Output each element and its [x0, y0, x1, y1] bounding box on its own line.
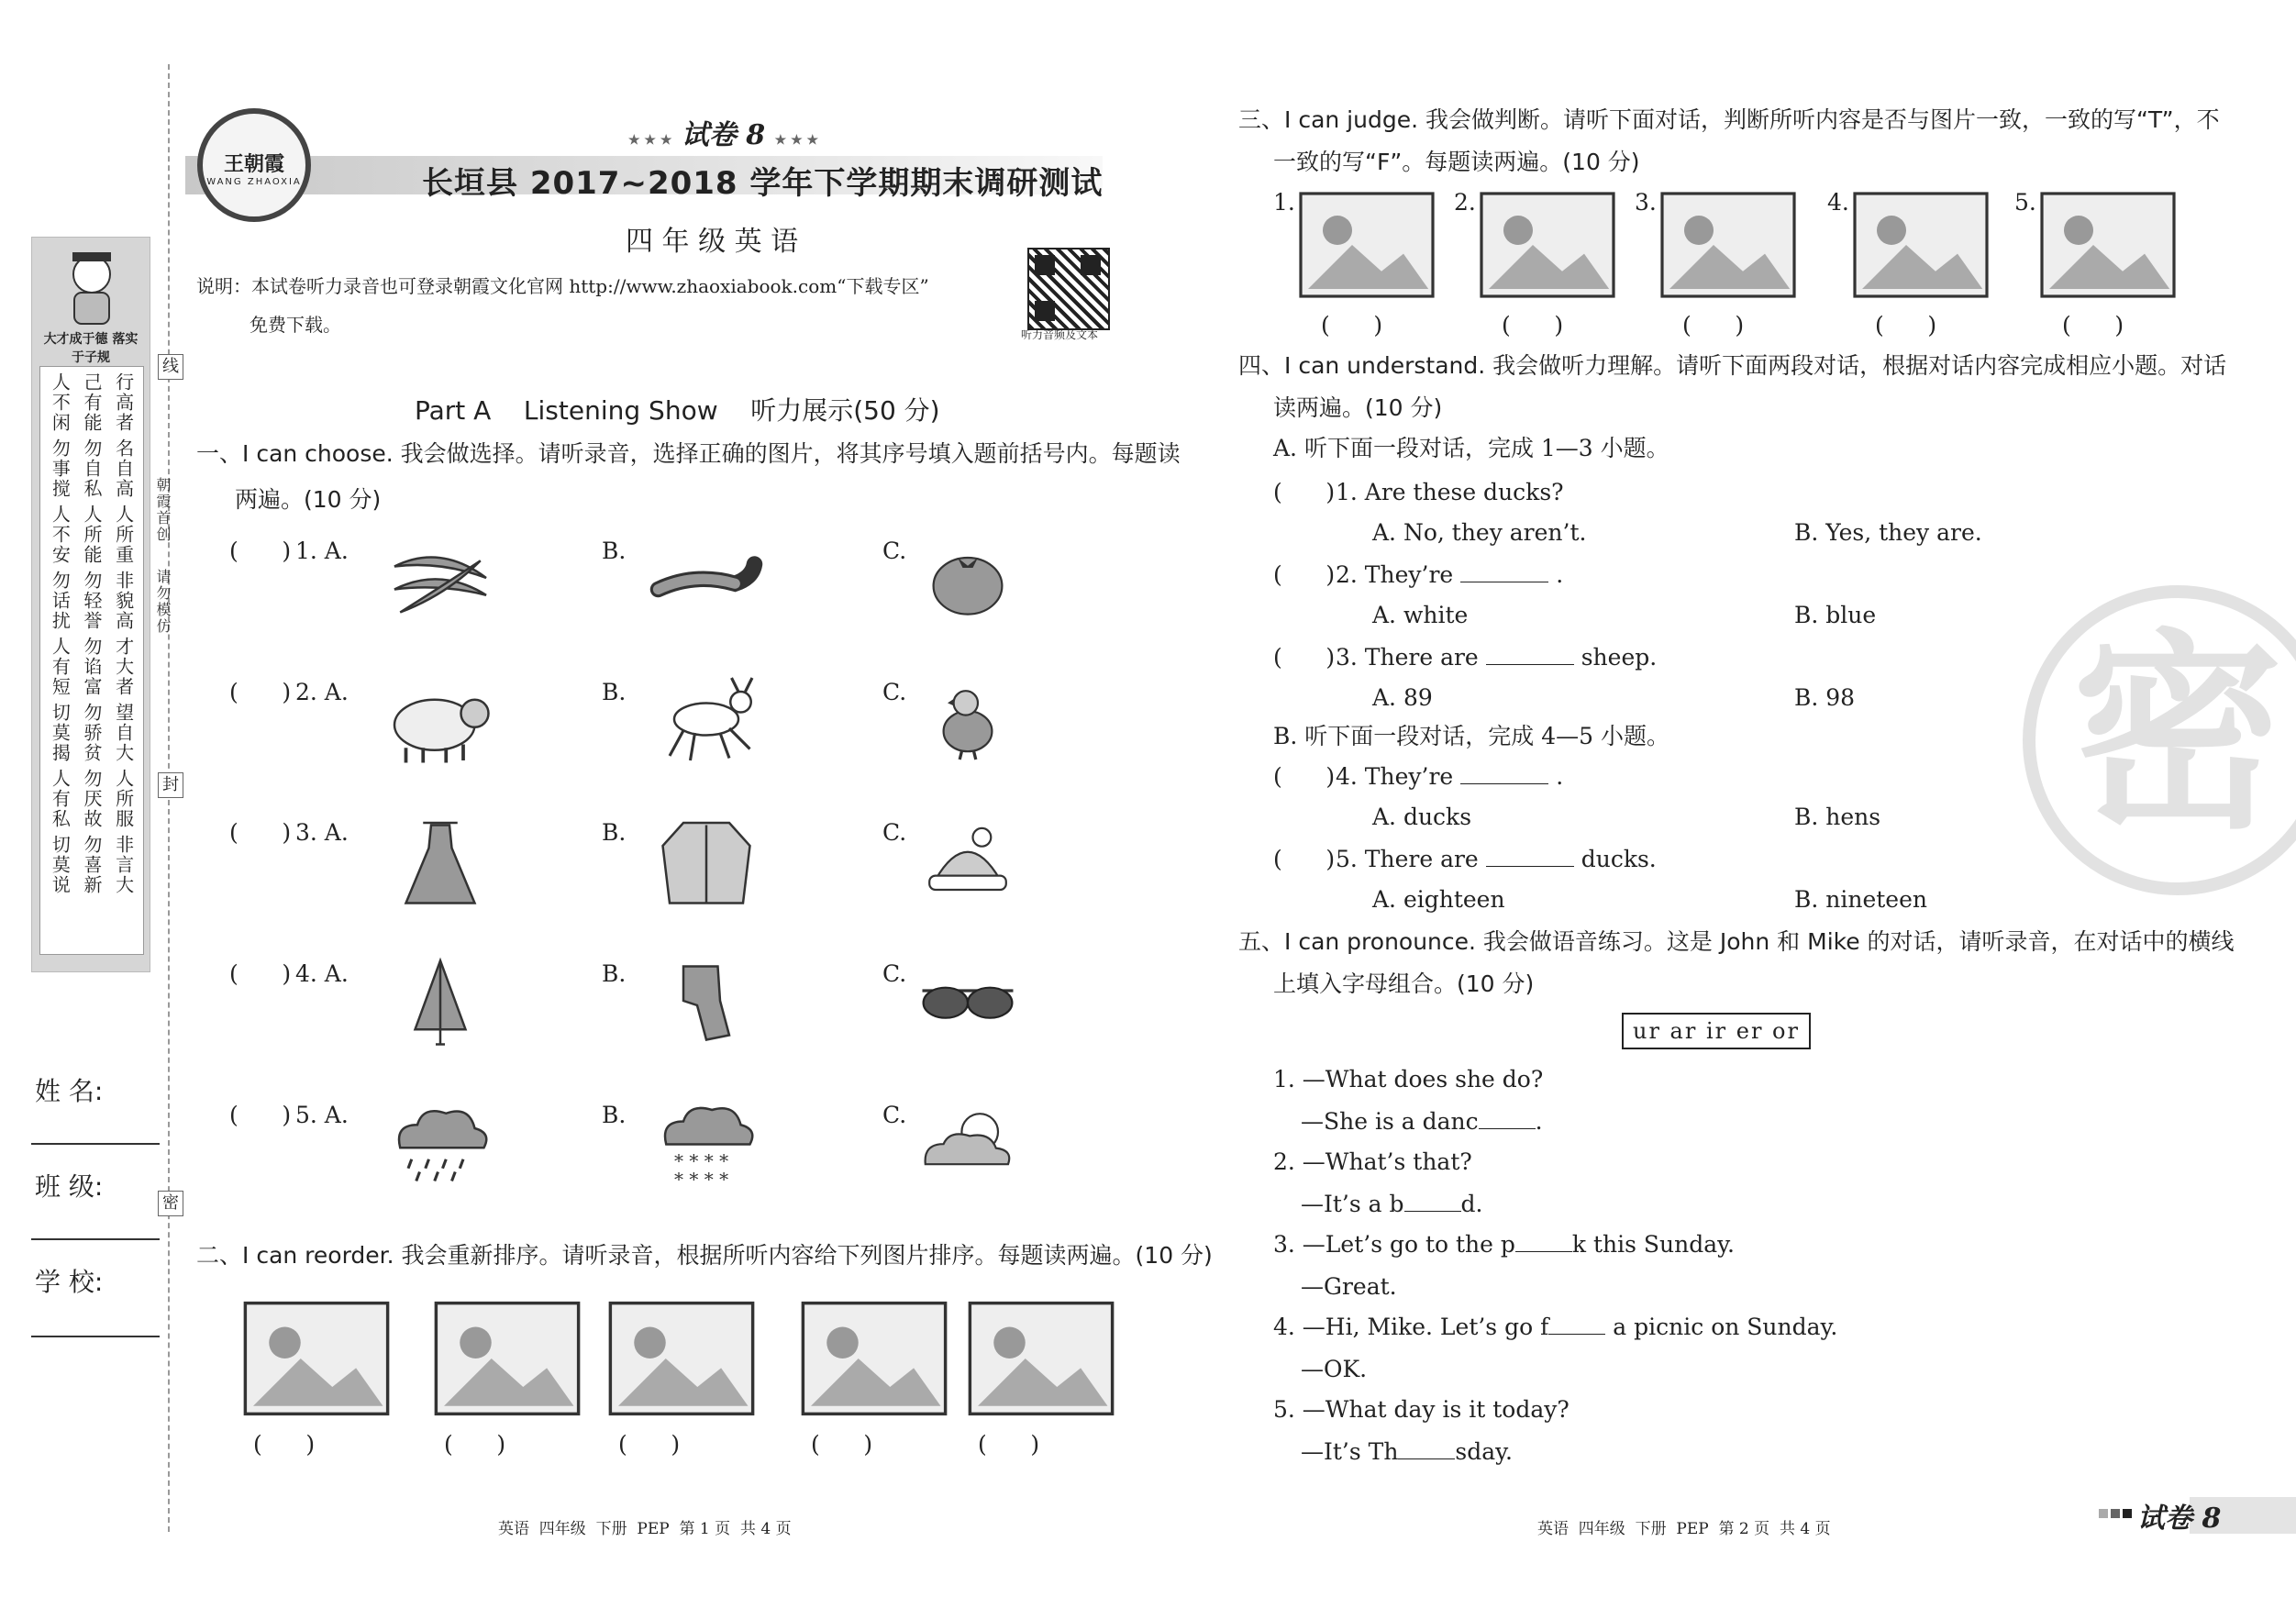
- motto-text: 人有私: [49, 769, 72, 829]
- binding-dashed-line: [168, 64, 170, 1532]
- question-text: [1336, 479, 1564, 506]
- chilli-picture[interactable]: [642, 532, 771, 627]
- judge-number: 2.: [1454, 189, 1476, 216]
- question-text: [1336, 644, 1657, 671]
- section-3-instruction: 三、I can judge. 我会做判断。请听下面对话，判断所听内容是否与图片一致，一致的写“T”，不: [1238, 106, 2220, 133]
- option-a[interactable]: A. ducks: [1372, 804, 1472, 830]
- option-c-label: C.: [882, 960, 907, 987]
- answer-blank[interactable]: [1486, 866, 1574, 867]
- motto-text: 勿轻誉: [80, 571, 103, 631]
- motto-group: [44, 438, 139, 499]
- section-4-part-b: B. 听下面一段对话，完成 4—5 小题。: [1273, 723, 1669, 749]
- judge-picture[interactable]: [1474, 185, 1621, 308]
- judge-picture[interactable]: [1293, 185, 1440, 308]
- dialog-text: k this Sunday.: [1571, 1231, 1735, 1258]
- motto-text: 勿厌故: [80, 769, 103, 829]
- dialog-text: —OK.: [1301, 1356, 1368, 1382]
- hat-picture[interactable]: [917, 814, 1018, 909]
- dialog-line-b: [1301, 1273, 1397, 1301]
- qr-code-icon: [1027, 248, 1110, 330]
- section-1-instruction: 一、I can choose. 我会做选择。请听录音，选择正确的图片，将其序号填入题前括号内。每题读: [196, 440, 1181, 467]
- motto-text: 人不闲: [49, 372, 72, 433]
- section-4-instruction: 四、I can understand. 我会做听力理解。请听下面两段对话，根据对话内容完成相应小题。对话: [1238, 352, 2227, 379]
- option-c-label: C.: [882, 819, 907, 846]
- umbrella-picture[interactable]: [367, 955, 514, 1050]
- motto-group: [44, 769, 139, 829]
- question-stem: 2. They’re: [1336, 561, 1454, 588]
- motto-text: 切莫说: [49, 835, 72, 895]
- option-c-label: C.: [882, 1102, 907, 1128]
- sidebar-motto-panel: [31, 237, 150, 972]
- answer-bracket[interactable]: ( ): [229, 960, 292, 987]
- dialog-line-b: [1301, 1191, 1482, 1218]
- judge-picture[interactable]: [1847, 185, 1994, 308]
- reorder-picture[interactable]: [954, 1295, 1128, 1425]
- cut-mark-secret: 密: [158, 1191, 183, 1216]
- dialog-line-a: [1273, 1231, 1735, 1259]
- motto-text: 人有短: [49, 637, 72, 697]
- letters-blank[interactable]: [1398, 1458, 1455, 1459]
- dialog-text: sday.: [1455, 1438, 1513, 1465]
- section-4-instruction-2: 读两遍。(10 分): [1273, 394, 1443, 421]
- order-bracket[interactable]: ( ): [978, 1431, 1040, 1458]
- order-bracket[interactable]: ( ): [253, 1431, 316, 1458]
- motto-text: 勿谄富: [80, 637, 103, 697]
- option-b-label: B.: [602, 819, 627, 846]
- paper-tag-header: ★ ★ ★ 试卷 8 ★ ★ ★: [628, 119, 819, 151]
- option-b-label: B.: [602, 538, 627, 564]
- letters-blank[interactable]: [1548, 1334, 1605, 1335]
- question-stem: 4. They’re: [1336, 763, 1454, 790]
- motto-text: 勿骄贫: [80, 703, 103, 763]
- dialog-text: 3. —Let’s go to the p: [1273, 1231, 1515, 1258]
- question-tail: sheep.: [1581, 644, 1658, 671]
- dialog-line-a: [1273, 1396, 1569, 1424]
- answer-bracket[interactable]: ( ): [1273, 846, 1336, 872]
- sidebar-banner: 大才成于德 落实于子规: [43, 332, 139, 365]
- question-tail: .: [1556, 561, 1564, 588]
- school-field[interactable]: [31, 1336, 160, 1337]
- motto-text: 名自高: [112, 438, 135, 499]
- order-bracket[interactable]: ( ): [811, 1431, 873, 1458]
- note-line-1: 说明：本试卷听力录音也可登录朝霞文化官网 http://www.zhaoxiabook.com“下载专区”: [196, 275, 929, 297]
- judge-bracket[interactable]: ( ): [1875, 312, 1937, 338]
- letters-blank[interactable]: [1479, 1128, 1536, 1129]
- motto-text: 勿自私: [80, 438, 103, 499]
- publisher-logo: 王朝霞 WANG ZHAOXIA: [197, 108, 311, 222]
- option-b-label: B.: [602, 679, 627, 705]
- motto-text: 人所重: [112, 505, 135, 565]
- judge-number: 4.: [1827, 189, 1849, 216]
- motto-text: 非言大: [112, 835, 135, 895]
- motto-text: 非貌高: [112, 571, 135, 631]
- motto-group: [44, 835, 139, 895]
- paper-tag-footer: 试卷 8: [2137, 1503, 2222, 1535]
- class-field[interactable]: [31, 1238, 160, 1240]
- answer-bracket[interactable]: ( ): [1273, 479, 1336, 505]
- dialog-line-a: [1273, 1314, 1837, 1341]
- motto-text: 切莫揭: [49, 703, 72, 763]
- dialog-text: 2. —What’s that?: [1273, 1148, 1472, 1175]
- letters-blank[interactable]: [1404, 1211, 1461, 1212]
- question-tail: .: [1556, 763, 1564, 790]
- sunglasses-picture[interactable]: [917, 955, 1018, 1050]
- beans-picture[interactable]: [367, 532, 514, 627]
- section-5-instruction-2: 上填入字母组合。(10 分): [1273, 970, 1535, 997]
- answer-bracket[interactable]: ( ): [229, 538, 292, 564]
- dialog-text: d.: [1460, 1191, 1483, 1217]
- svg-text:* * * *: * * * *: [674, 1149, 729, 1172]
- reorder-picture[interactable]: [229, 1295, 404, 1425]
- question-text: [1336, 561, 1563, 589]
- judge-bracket[interactable]: ( ): [1682, 312, 1745, 338]
- reorder-picture[interactable]: [420, 1295, 594, 1425]
- answer-bracket[interactable]: ( ): [229, 1102, 292, 1128]
- judge-number: 1.: [1273, 189, 1295, 216]
- motto-text: 勿喜新: [80, 835, 103, 895]
- item-number: 4. A.: [295, 960, 349, 987]
- question-stem: 5. There are: [1336, 846, 1479, 872]
- item-number: 1. A.: [295, 538, 349, 564]
- cut-mark-line: 线: [158, 354, 183, 380]
- motto-text: 勿话扰: [49, 571, 72, 631]
- motto-text: 人不安: [49, 505, 72, 565]
- page-1-footer: 英语 四年级 下册 PEP 第 1 页 共 4 页: [498, 1520, 792, 1538]
- motto-group: [44, 571, 139, 631]
- motto-group: [44, 372, 139, 433]
- section-5-instruction: 五、I can pronounce. 我会做语音练习。这是 John 和 Mike 的对话，请听录音，在对话中的横线: [1238, 928, 2235, 955]
- dialog-line-b: [1301, 1108, 1543, 1136]
- tomato-picture[interactable]: [917, 532, 1018, 627]
- judge-picture[interactable]: [2035, 185, 2181, 308]
- subject-title: 四 年 级 英 语: [626, 226, 799, 258]
- judge-bracket[interactable]: ( ): [1502, 312, 1564, 338]
- section-4-part-a: A. 听下面一段对话，完成 1—3 小题。: [1273, 435, 1669, 461]
- judge-number: 5.: [2014, 189, 2036, 216]
- item-number: 2. A.: [295, 679, 349, 705]
- section-2-instruction: 二、I can reorder. 我会重新排序。请听录音，根据所听内容给下列图片排序。每题读两遍。(10 分): [196, 1242, 1213, 1269]
- footer-dots-icon: [2099, 1504, 2132, 1522]
- dialog-text: 5. —What day is it today?: [1273, 1396, 1569, 1423]
- cloudy-picture[interactable]: [917, 1096, 1018, 1192]
- option-c-label: C.: [882, 679, 907, 705]
- dress-picture[interactable]: [367, 814, 514, 909]
- section-1-instruction-2: 两遍。(10 分): [235, 486, 382, 513]
- answer-bracket[interactable]: ( ): [229, 679, 292, 705]
- page-title: 长垣县 2017~2018 学年下学期期末调研测试: [422, 165, 1104, 202]
- reorder-picture[interactable]: [594, 1295, 769, 1425]
- option-a[interactable]: A. 89: [1372, 684, 1433, 711]
- judge-bracket[interactable]: ( ): [2062, 312, 2124, 338]
- item-number: 5. A.: [295, 1102, 349, 1128]
- secret-watermark: 密: [2023, 585, 2296, 895]
- motto-group: [44, 637, 139, 697]
- question-stem: 3. There are: [1336, 644, 1479, 671]
- option-b[interactable]: B. hens: [1794, 804, 1881, 830]
- dialog-line-a: [1273, 1148, 1472, 1176]
- phonics-box: ur ar ir er or: [1622, 1013, 1811, 1049]
- option-b[interactable]: B. Yes, they are.: [1794, 519, 1982, 546]
- sheep-picture[interactable]: [367, 673, 514, 769]
- hen-picture[interactable]: [917, 673, 1018, 769]
- motto-text: 望自大: [112, 703, 135, 763]
- name-label: 姓 名:: [35, 1076, 104, 1106]
- qr-caption: 听力音频及文本: [1021, 328, 1099, 341]
- motto-text: 人所服: [112, 769, 135, 829]
- order-bracket[interactable]: ( ): [444, 1431, 506, 1458]
- question-stem: 1. Are these ducks?: [1336, 479, 1564, 505]
- option-b[interactable]: B. nineteen: [1794, 886, 1927, 913]
- dialog-line-b: [1301, 1438, 1513, 1466]
- option-a[interactable]: A. No, they aren’t.: [1372, 519, 1587, 546]
- dialog-text: 1. —What does she do?: [1273, 1066, 1544, 1092]
- question-text: [1336, 763, 1563, 791]
- motto-list: [40, 367, 143, 901]
- motto-text: 勿事搅: [49, 438, 72, 499]
- judge-bracket[interactable]: ( ): [1321, 312, 1383, 338]
- dialog-text: —Great.: [1301, 1273, 1397, 1300]
- note-line-2: 免费下载。: [250, 314, 341, 336]
- answer-blank[interactable]: [1486, 664, 1574, 665]
- section-3-instruction-2: 一致的写“F”。每题读两遍。(10 分): [1273, 149, 1640, 175]
- question-tail: ducks.: [1581, 846, 1657, 872]
- part-a-heading: Part A Listening Show 听力展示(50 分): [415, 395, 940, 426]
- order-bracket[interactable]: ( ): [618, 1431, 681, 1458]
- name-field[interactable]: [31, 1143, 160, 1145]
- motto-text: 才大者: [112, 637, 135, 697]
- option-b-label: B.: [602, 960, 627, 987]
- cut-mark-seal: 封: [158, 772, 183, 798]
- option-b[interactable]: B. 98: [1794, 684, 1856, 711]
- option-b-label: B.: [602, 1102, 627, 1128]
- motto-group: [44, 505, 139, 565]
- reorder-picture[interactable]: [787, 1295, 961, 1425]
- answer-bracket[interactable]: ( ): [1273, 763, 1336, 790]
- motto-text: 己有能: [80, 372, 103, 433]
- judge-picture[interactable]: [1655, 185, 1802, 308]
- answer-blank[interactable]: [1460, 783, 1548, 784]
- option-a[interactable]: A. white: [1372, 602, 1469, 628]
- item-number: 3. A.: [295, 819, 349, 846]
- vertical-note-2: 请勿模仿: [154, 569, 172, 635]
- answer-bracket[interactable]: ( ): [1273, 561, 1336, 588]
- goat-picture[interactable]: [642, 673, 771, 769]
- motto-text: 行高者: [112, 372, 135, 433]
- rainy-picture[interactable]: [367, 1096, 514, 1192]
- svg-text:* * * *: * * * *: [674, 1168, 729, 1188]
- page-2-footer: 英语 四年级 下册 PEP 第 2 页 共 4 页: [1537, 1520, 1831, 1538]
- motto-text: 人所能: [80, 505, 103, 565]
- judge-number: 3.: [1635, 189, 1657, 216]
- vertical-note-1: 朝霞首创: [154, 477, 172, 543]
- school-label: 学 校:: [35, 1267, 104, 1297]
- option-c-label: C.: [882, 538, 907, 564]
- letters-blank[interactable]: [1515, 1251, 1572, 1252]
- dialog-text: 4. —Hi, Mike. Let’s go f: [1273, 1314, 1549, 1340]
- snowy-picture[interactable]: [642, 1096, 771, 1192]
- dialog-text: —It’s Th: [1301, 1438, 1399, 1465]
- scholar-figure-icon: [60, 247, 124, 327]
- dialog-text: —It’s a b: [1301, 1191, 1404, 1217]
- option-a[interactable]: A. eighteen: [1372, 886, 1505, 913]
- scarf-picture[interactable]: [642, 955, 771, 1050]
- class-label: 班 级:: [35, 1171, 104, 1202]
- coat-picture[interactable]: [642, 814, 771, 909]
- answer-bracket[interactable]: ( ): [229, 819, 292, 846]
- answer-bracket[interactable]: ( ): [1273, 644, 1336, 671]
- dialog-text: a picnic on Sunday.: [1605, 1314, 1838, 1340]
- motto-group: [44, 703, 139, 763]
- dialog-line-a: [1273, 1066, 1543, 1093]
- question-text: [1336, 846, 1657, 873]
- dialog-line-b: [1301, 1356, 1367, 1383]
- dialog-text: .: [1535, 1108, 1543, 1135]
- dialog-text: —She is a danc: [1301, 1108, 1479, 1135]
- option-b[interactable]: B. blue: [1794, 602, 1877, 628]
